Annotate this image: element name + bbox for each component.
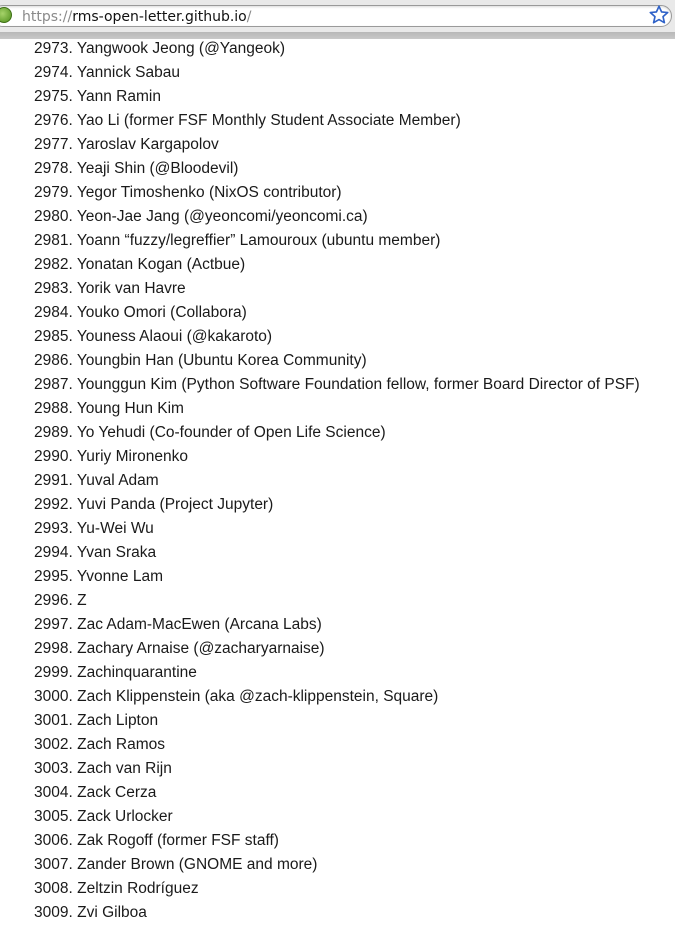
signer-number: 3005.: [34, 808, 73, 825]
signer-number: 2999.: [34, 664, 73, 681]
star-icon[interactable]: [648, 4, 670, 26]
signer-name: Yaroslav Kargapolov: [76, 136, 219, 153]
browser-toolbar: [0, 0, 675, 32]
signer-name: Z: [77, 592, 87, 609]
signer-number: 2996.: [34, 592, 73, 609]
signer-item: [34, 685, 675, 709]
signer-name: Young Hun Kim: [76, 400, 184, 417]
signer-item: [34, 181, 675, 205]
signer-name: Yannick Sabau: [76, 64, 180, 81]
signer-item: [34, 445, 675, 469]
signer-name: Yegor Timoshenko (NixOS contributor): [76, 184, 342, 201]
signer-number: 2985.: [34, 328, 73, 345]
signer-name: Yuvi Panda (Project Jupyter): [76, 496, 274, 513]
signer-number: 3008.: [34, 880, 73, 897]
signer-name: Zac Adam-MacEwen (Arcana Labs): [77, 616, 322, 633]
signer-number: 2991.: [34, 472, 73, 489]
signer-item: [34, 133, 675, 157]
signer-number: 2981.: [34, 232, 73, 249]
signer-number: 2986.: [34, 352, 73, 369]
signer-item: [34, 397, 675, 421]
signer-item: [34, 853, 675, 877]
signer-number: 3004.: [34, 784, 73, 801]
signer-number: 2978.: [34, 160, 73, 177]
signer-name: Yangwook Jeong (@Yangeok): [76, 40, 286, 57]
signer-name: Yoann “fuzzy/legreffier” Lamouroux (ubuntu member): [76, 232, 441, 249]
signer-number: 2992.: [34, 496, 73, 513]
signer-item: [34, 37, 675, 61]
signer-item: [34, 469, 675, 493]
signer-item: [34, 709, 675, 733]
signer-item: [34, 637, 675, 661]
signer-name: Zak Rogoff (former FSF staff): [77, 832, 279, 849]
signer-name: Yeaji Shin (@Bloodevil): [76, 160, 239, 177]
url-host: rms-open-letter.github.io: [72, 9, 247, 25]
signer-name: Zach Lipton: [77, 712, 159, 729]
signer-item: [34, 757, 675, 781]
signer-item: [34, 829, 675, 853]
url-scheme: https://: [22, 9, 73, 25]
signer-number: 3003.: [34, 760, 73, 777]
signer-name: Yu-Wei Wu: [76, 520, 154, 537]
signer-number: 3000.: [34, 688, 73, 705]
signer-number: 3002.: [34, 736, 73, 753]
signer-item: [34, 613, 675, 637]
signer-item: [34, 493, 675, 517]
signer-name: Zach Klippenstein (aka @zach-klippenstein, Square): [77, 688, 439, 705]
signer-name: Youness Alaoui (@kakaroto): [76, 328, 273, 345]
signer-item: [34, 301, 675, 325]
signer-item: [34, 541, 675, 565]
signer-number: 2998.: [34, 640, 73, 657]
signer-name: Yvan Sraka: [76, 544, 157, 561]
signer-number: 2990.: [34, 448, 73, 465]
signer-name: Zach van Rijn: [77, 760, 172, 777]
signer-name: Zack Cerza: [77, 784, 157, 801]
signer-item: [34, 589, 675, 613]
signer-item: [34, 205, 675, 229]
signer-number: 2973.: [34, 40, 73, 57]
signer-item: [34, 421, 675, 445]
signer-number: 2982.: [34, 256, 73, 273]
signer-name: Zeltzin Rodríguez: [77, 880, 199, 897]
signer-number: 2997.: [34, 616, 73, 633]
signer-number: 2979.: [34, 184, 73, 201]
signer-number: 2994.: [34, 544, 73, 561]
signer-name: Yann Ramin: [76, 88, 161, 105]
signer-item: [34, 277, 675, 301]
signer-name: Yuval Adam: [76, 472, 159, 489]
signer-item: [34, 85, 675, 109]
signer-number: 2995.: [34, 568, 73, 585]
signer-number: 3007.: [34, 856, 73, 873]
signer-item: [34, 325, 675, 349]
signer-name: Zvi Gilboa: [77, 904, 147, 921]
signer-name: Zachary Arnaise (@zacharyarnaise): [77, 640, 325, 657]
signer-item: [34, 373, 675, 397]
signer-number: 2975.: [34, 88, 73, 105]
signer-name: Yo Yehudi (Co-founder of Open Life Science): [76, 424, 386, 441]
signer-number: 2984.: [34, 304, 73, 321]
signer-item: [34, 61, 675, 85]
signer-name: Yuriy Mironenko: [76, 448, 188, 465]
signer-number: 2983.: [34, 280, 73, 297]
address-bar-url[interactable]: [22, 8, 251, 26]
signer-name: Zach Ramos: [77, 736, 165, 753]
signer-name: Yonatan Kogan (Actbue): [76, 256, 246, 273]
signer-number: 2974.: [34, 64, 73, 81]
signer-number: 2993.: [34, 520, 73, 537]
signer-name: Yeon-Jae Jang (@yeoncomi/yeoncomi.ca): [76, 208, 368, 225]
signer-number: 2977.: [34, 136, 73, 153]
signer-name: Youngbin Han (Ubuntu Korea Community): [76, 352, 367, 369]
signer-name: Zachinquarantine: [77, 664, 197, 681]
signer-item: [34, 805, 675, 829]
signer-item: [34, 565, 675, 589]
signer-number: 2987.: [34, 376, 73, 393]
signer-item: [34, 781, 675, 805]
signer-item: [34, 877, 675, 901]
signer-number: 3006.: [34, 832, 73, 849]
signer-item: [34, 733, 675, 757]
signer-item: [34, 157, 675, 181]
signer-number: 3009.: [34, 904, 73, 921]
signer-item: [34, 901, 675, 925]
signer-name: Youko Omori (Collabora): [76, 304, 247, 321]
signer-number: 2989.: [34, 424, 73, 441]
signer-list: [34, 37, 675, 925]
signer-name: Yvonne Lam: [76, 568, 164, 585]
signer-number: 2988.: [34, 400, 73, 417]
signer-item: [34, 109, 675, 133]
signer-number: 2980.: [34, 208, 73, 225]
signer-item: [34, 661, 675, 685]
signer-item: [34, 517, 675, 541]
signer-number: 2976.: [34, 112, 73, 129]
signer-name: Zack Urlocker: [77, 808, 173, 825]
signer-item: [34, 253, 675, 277]
signer-number: 3001.: [34, 712, 73, 729]
url-path: /: [246, 9, 252, 25]
signer-item: [34, 229, 675, 253]
signer-item: [34, 349, 675, 373]
signer-name: Zander Brown (GNOME and more): [77, 856, 318, 873]
signer-name: Yorik van Havre: [76, 280, 186, 297]
signer-name: Yao Li (former FSF Monthly Student Associate Member): [76, 112, 461, 129]
signer-name: Younggun Kim (Python Software Foundation fellow, former Board Director of PSF): [76, 376, 640, 393]
